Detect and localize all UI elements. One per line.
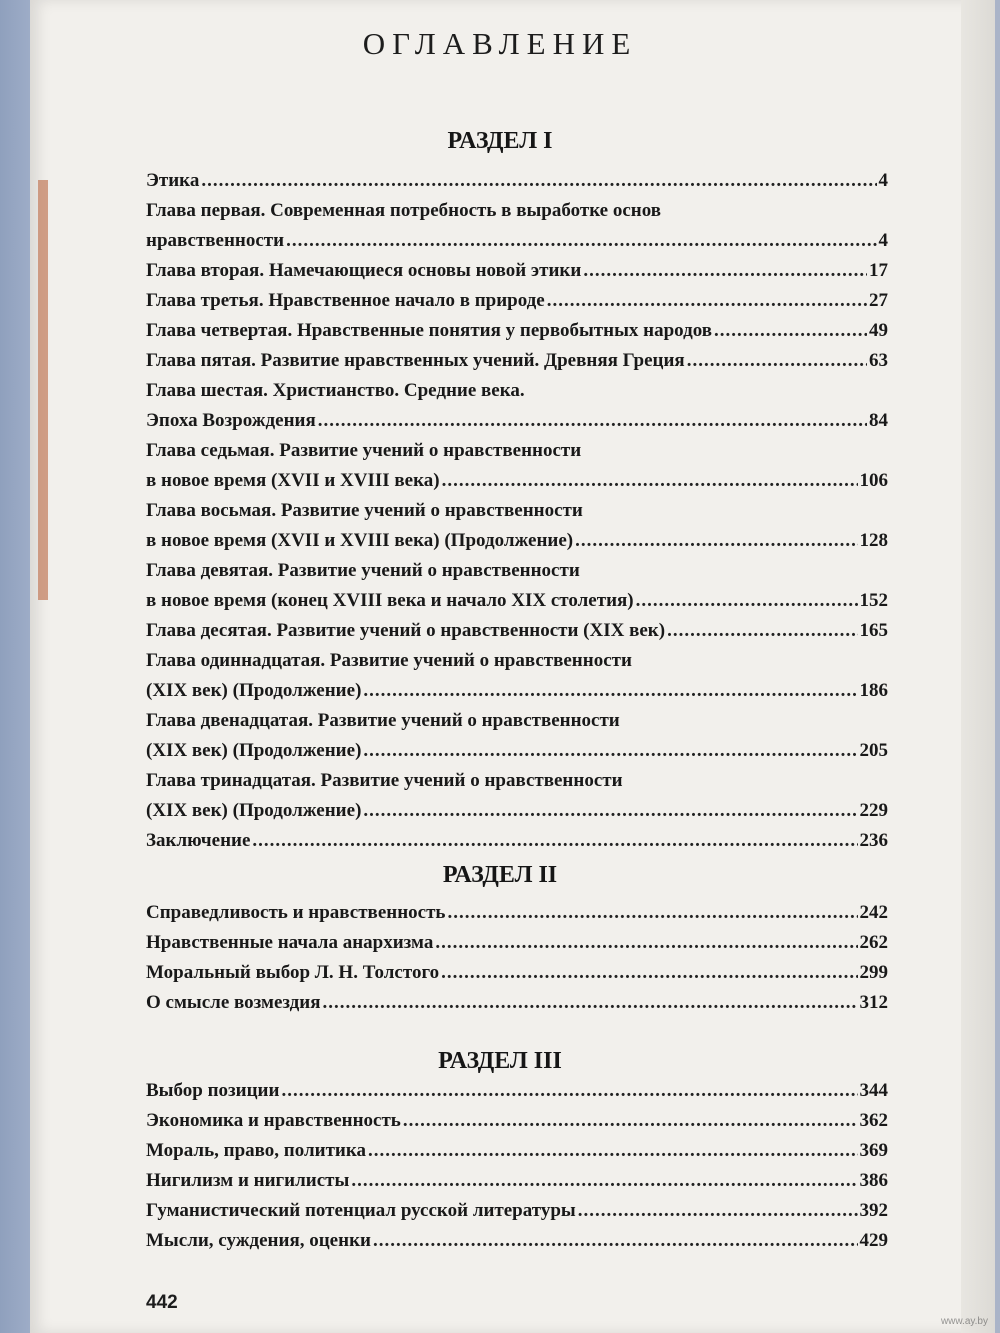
- toc-page-number: 27: [869, 290, 888, 311]
- toc-entry-line: [146, 1106, 888, 1136]
- toc-page-number: 236: [859, 830, 888, 851]
- toc-page-number: 386: [859, 1170, 888, 1191]
- toc-entry-title: Мораль, право, политика: [146, 1140, 367, 1161]
- toc-page-number: 205: [859, 740, 888, 761]
- toc-entry-title: Глава седьмая. Развитие учений о нравственности: [146, 440, 582, 461]
- toc-entry-title: Справедливость и нравственность: [146, 902, 446, 923]
- toc-entry-line: [146, 1166, 888, 1196]
- toc-section-2: [146, 898, 888, 1018]
- toc-dot-leader: [583, 256, 867, 286]
- toc-entry-title: Глава вторая. Намечающиеся основы новой этики: [146, 260, 582, 281]
- toc-entry-title: в новое время (XVII и XVIII века) (Продолжение): [146, 530, 574, 551]
- toc-entry-line: [146, 406, 888, 436]
- toc-entry-line: [146, 736, 888, 766]
- toc-entry-line: [146, 706, 888, 736]
- page-number: 442: [146, 1292, 178, 1313]
- toc-entry-title: Моральный выбор Л. Н. Толстого: [146, 962, 440, 983]
- toc-entry-line: [146, 586, 888, 616]
- toc-page-number: 362: [859, 1110, 888, 1131]
- book-spine: [38, 180, 48, 600]
- toc-section-3: [146, 1076, 888, 1256]
- toc-entry-title: (XIX век) (Продолжение): [146, 800, 362, 821]
- watermark: www.ay.by: [940, 1316, 988, 1327]
- toc-entry-title: Глава третья. Нравственное начало в природе: [146, 290, 545, 311]
- toc-section-1: [146, 166, 888, 856]
- toc-page-number: 128: [859, 530, 888, 551]
- toc-dot-leader: [575, 526, 857, 556]
- toc-entry-title: в новое время (конец XVIII века и начало XIX столетия): [146, 590, 634, 611]
- toc-entry-title: Глава пятая. Развитие нравственных учений. Древняя Греция: [146, 350, 685, 371]
- toc-entry-title: Экономика и нравственность: [146, 1110, 401, 1131]
- toc-page-number: 63: [869, 350, 888, 371]
- toc-entry-title: Глава двенадцатая. Развитие учений о нравственности: [146, 710, 620, 731]
- toc-entry-line: [146, 376, 888, 406]
- toc-entry-line: [146, 988, 888, 1018]
- toc-entry-line: [146, 196, 888, 226]
- toc-dot-leader: [363, 796, 857, 826]
- toc-page-number: 17: [869, 260, 888, 281]
- toc-dot-leader: [578, 1196, 858, 1226]
- toc-entry-title: (XIX век) (Продолжение): [146, 680, 362, 701]
- toc-entry-title: Нравственные начала анархизма: [146, 932, 434, 953]
- toc-entry-line: [146, 1226, 888, 1256]
- toc-entry-title: Глава восьмая. Развитие учений о нравственности: [146, 500, 583, 521]
- toc-page-number: 186: [859, 680, 888, 701]
- toc-entry-title: Этика: [146, 170, 200, 191]
- toc-entry-title: в новое время (XVII и XVIII века): [146, 470, 440, 491]
- toc-entry-line: [146, 1196, 888, 1226]
- toc-dot-leader: [447, 898, 857, 928]
- toc-dot-leader: [547, 286, 867, 316]
- toc-entry-title: Глава десятая. Развитие учений о нравственности (XIX век): [146, 620, 666, 641]
- toc-entry-line: [146, 496, 888, 526]
- toc-dot-leader: [201, 166, 876, 196]
- toc-entry-line: [146, 676, 888, 706]
- toc-page-number: 262: [859, 932, 888, 953]
- section-heading-3: РАЗДЕЛ III: [438, 1048, 562, 1074]
- toc-entry-title: Гуманистический потенциал русской литературы: [146, 1200, 576, 1221]
- section-heading-1: РАЗДЕЛ I: [447, 128, 553, 154]
- toc-entry-title: О смысле возмездия: [146, 992, 321, 1013]
- toc-page-number: 49: [869, 320, 888, 341]
- toc-dot-leader: [363, 736, 857, 766]
- toc-entry-title: Глава первая. Современная потребность в выработке основ: [146, 200, 662, 221]
- toc-dot-leader: [442, 466, 858, 496]
- toc-dot-leader: [403, 1106, 858, 1136]
- toc-entry-line: [146, 1076, 888, 1106]
- toc-page-number: 106: [859, 470, 888, 491]
- toc-page-number: 242: [859, 902, 888, 923]
- toc-dot-leader: [714, 316, 867, 346]
- toc-dot-leader: [318, 406, 867, 436]
- toc-entry-title: Глава девятая. Развитие учений о нравственности: [146, 560, 580, 581]
- toc-dot-leader: [667, 616, 857, 646]
- toc-entry-line: [146, 286, 888, 316]
- toc-entry-line: [146, 226, 888, 256]
- toc-entry-title: нравственности: [146, 230, 285, 251]
- toc-dot-leader: [368, 1136, 857, 1166]
- toc-dot-leader: [373, 1226, 858, 1256]
- page-title: ОГЛАВЛЕНИЕ: [362, 26, 638, 61]
- toc-dot-leader: [363, 676, 857, 706]
- toc-page-number: 4: [878, 230, 888, 251]
- toc-dot-leader: [281, 1076, 857, 1106]
- toc-page-number: 392: [859, 1200, 888, 1221]
- toc-dot-leader: [687, 346, 867, 376]
- toc-dot-leader: [441, 958, 857, 988]
- toc-page-number: 165: [859, 620, 888, 641]
- toc-dot-leader: [351, 1166, 857, 1196]
- toc-page-number: 429: [859, 1230, 888, 1251]
- toc-entry-line: [146, 166, 888, 196]
- toc-dot-leader: [252, 826, 857, 856]
- toc-entry-line: [146, 958, 888, 988]
- toc-entry-title: Глава одиннадцатая. Развитие учений о нравственности: [146, 650, 632, 671]
- toc-entry-line: [146, 766, 888, 796]
- toc-entry-title: Глава шестая. Христианство. Средние века.: [146, 380, 525, 401]
- toc-entry-line: [146, 526, 888, 556]
- toc-entry-title: (XIX век) (Продолжение): [146, 740, 362, 761]
- toc-entry-title: Нигилизм и нигилисты: [146, 1170, 350, 1191]
- toc-dot-leader: [286, 226, 876, 256]
- toc-entry-line: [146, 646, 888, 676]
- toc-page-number: 299: [859, 962, 888, 983]
- toc-entry-title: Эпоха Возрождения: [146, 410, 316, 431]
- toc-page-number: 84: [869, 410, 888, 431]
- page-edge: [961, 0, 995, 1333]
- toc-entry-line: [146, 826, 888, 856]
- toc-page-number: 4: [878, 170, 888, 191]
- toc-entry-line: [146, 898, 888, 928]
- toc-entry-line: [146, 316, 888, 346]
- toc-dot-leader: [636, 586, 858, 616]
- toc-entry-title: Мысли, суждения, оценки: [146, 1230, 371, 1251]
- toc-page-number: 152: [859, 590, 888, 611]
- section-heading-2: РАЗДЕЛ II: [442, 862, 558, 888]
- toc-entry-line: [146, 616, 888, 646]
- toc-entry-title: Глава тринадцатая. Развитие учений о нравственности: [146, 770, 623, 791]
- toc-entry-line: [146, 436, 888, 466]
- toc-entry-line: [146, 556, 888, 586]
- toc-entry-title: Выбор позиции: [146, 1080, 280, 1101]
- toc-dot-leader: [435, 928, 857, 958]
- toc-page-number: 312: [859, 992, 888, 1013]
- toc-entry-line: [146, 466, 888, 496]
- toc-entry-line: [146, 346, 888, 376]
- toc-page-number: 344: [859, 1080, 888, 1101]
- toc-page-number: 229: [859, 800, 888, 821]
- toc-entry-line: [146, 256, 888, 286]
- toc-entry-line: [146, 928, 888, 958]
- toc-entry-title: Глава четвертая. Нравственные понятия у первобытных народов: [146, 320, 713, 341]
- toc-page-number: 369: [859, 1140, 888, 1161]
- toc-entry-line: [146, 1136, 888, 1166]
- toc-entry-line: [146, 796, 888, 826]
- toc-dot-leader: [323, 988, 858, 1018]
- toc-entry-title: Заключение: [146, 830, 251, 851]
